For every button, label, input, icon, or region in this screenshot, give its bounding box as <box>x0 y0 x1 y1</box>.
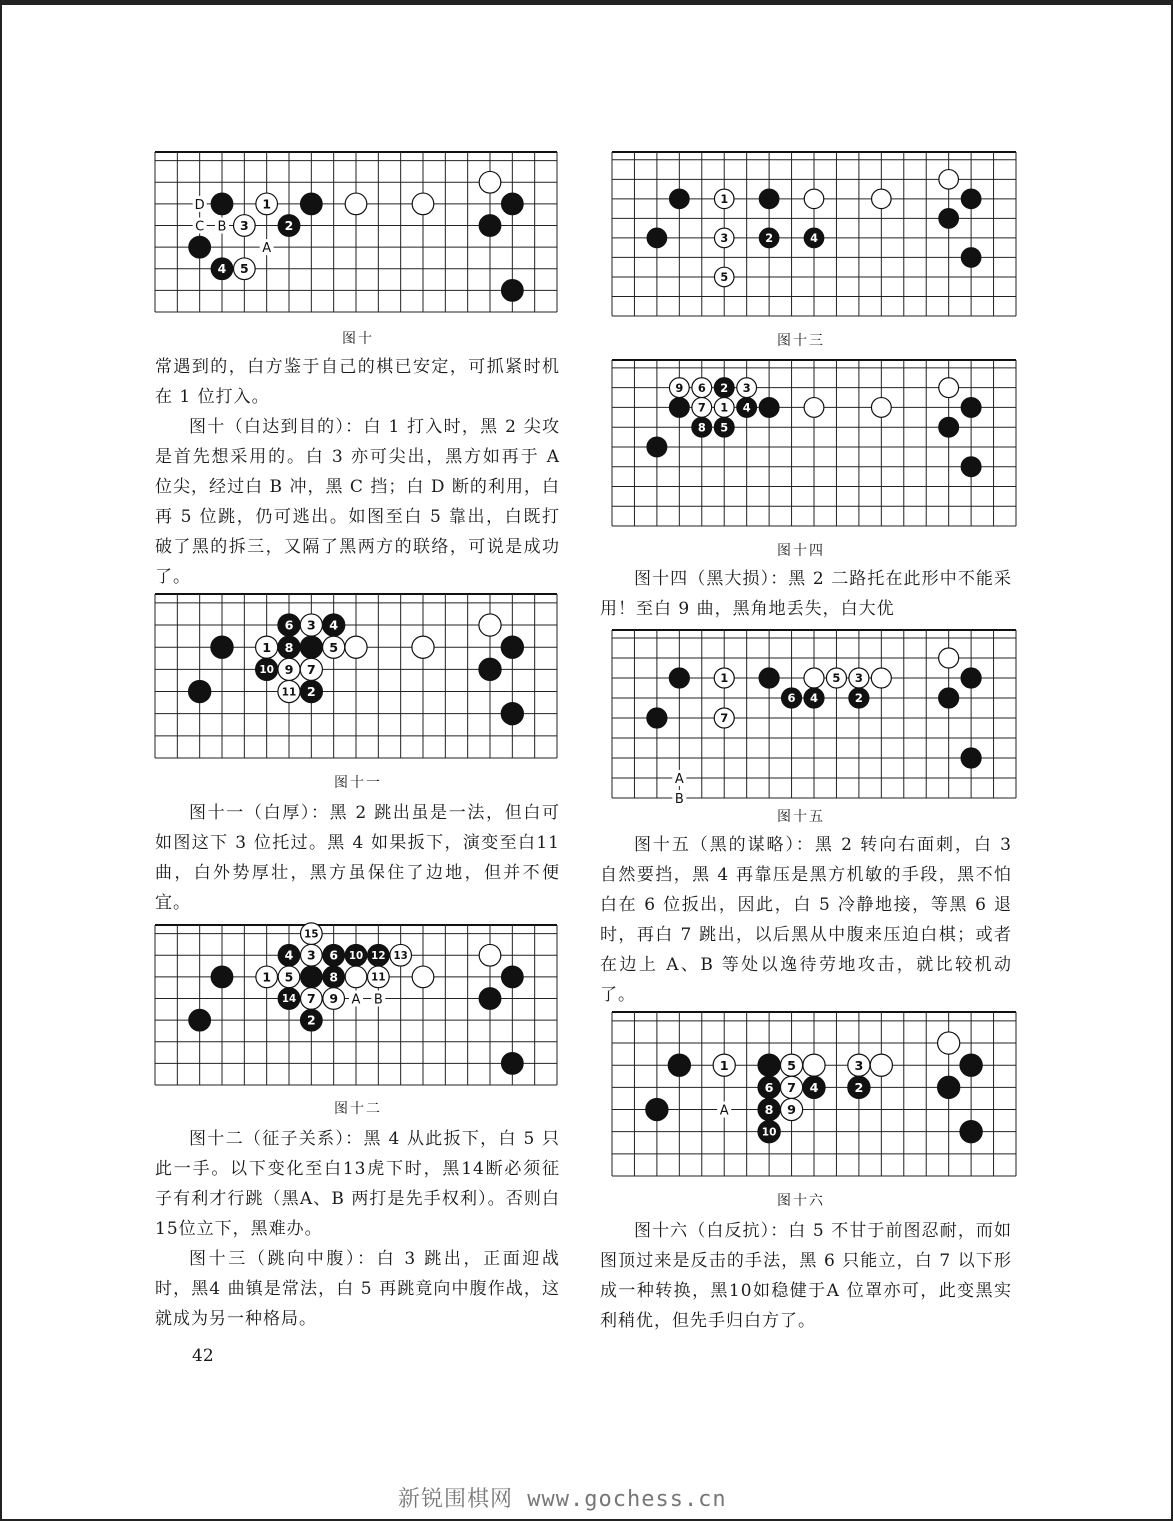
black-stone <box>961 748 981 768</box>
move-number: 5 <box>832 671 841 686</box>
black-stone <box>960 1054 982 1076</box>
black-stone <box>938 1076 960 1098</box>
diagram-fig10 <box>155 152 557 312</box>
move-number: 1 <box>262 196 271 212</box>
white-stone <box>692 398 712 418</box>
board-svg <box>612 1012 1016 1176</box>
white-stone <box>714 189 734 209</box>
move-number: 5 <box>720 270 729 284</box>
black-stone <box>939 417 959 437</box>
move-number: 7 <box>307 990 316 1006</box>
move-number: 7 <box>787 1080 796 1096</box>
white-stone <box>803 1054 825 1076</box>
white-stone <box>323 988 345 1010</box>
move-number: 9 <box>675 380 684 395</box>
move-number: 13 <box>393 949 408 962</box>
diagram-fig16 <box>612 1012 1016 1176</box>
black-stone <box>804 688 824 708</box>
black-stone <box>300 680 322 702</box>
black-stone <box>278 988 300 1010</box>
white-stone <box>848 1054 870 1076</box>
white-stone <box>669 378 689 398</box>
black-stone <box>502 1053 524 1075</box>
move-number: 10 <box>348 949 364 962</box>
page-number: 42 <box>192 1346 214 1366</box>
white-stone <box>714 668 734 688</box>
paragraph-intro: 常遇到的，白方鉴于自己的棋已安定，可抓紧时机在 1 位打入。 <box>155 357 560 407</box>
move-number: 3 <box>306 618 316 634</box>
move-number: 11 <box>281 686 297 699</box>
paragraph-fig10: 图十（白达到目的）：白 1 打入时，黑 2 尖攻是首先想采用的。白 3 亦可尖出，黑方如再于 A 位尖，经过白 B 冲，黑 C 挡；白 D 断的利用，白再 5 位跳，仍可逃出。如图至白 5 靠出，白既打破了黑的拆三，又隔了黑两方的联络，可说是成功了。 <box>155 417 560 587</box>
white-stone <box>939 170 959 190</box>
move-number: 8 <box>764 1103 774 1119</box>
white-stone <box>714 708 734 728</box>
black-stone <box>211 636 233 658</box>
black-stone <box>323 944 345 966</box>
diagram-fig15 <box>612 630 1016 807</box>
move-number: 7 <box>306 662 316 678</box>
move-number: 9 <box>329 990 338 1006</box>
white-stone <box>412 966 434 988</box>
caption-fig14: 图十四 <box>777 543 825 559</box>
black-stone <box>345 944 367 966</box>
black-stone <box>278 944 300 966</box>
move-number: 7 <box>720 711 729 726</box>
move-number: 3 <box>720 231 729 245</box>
black-stone <box>479 658 501 680</box>
move-number: 6 <box>284 618 294 634</box>
white-stone <box>256 636 278 658</box>
white-stone <box>872 189 892 209</box>
paragraph-fig15: 图十五（黑的谋略）：黑 2 转向右面刺，白 3 自然要挡，黑 4 再靠压是黑方机敏的手段，黑不怕白在 6 位扳出，因此，白 5 冷静地接，等黑 6 退时，再白 7 跳出，以后黑从中腹来压迫白棋；或者在边上 A、B 等处以逸待劳地攻击，就比较机动了。 <box>600 835 1012 1005</box>
white-stone <box>871 668 891 688</box>
white-stone <box>412 636 434 658</box>
move-number: 3 <box>742 380 751 395</box>
move-number: 4 <box>810 231 818 245</box>
move-number: 1 <box>720 671 729 686</box>
board-label: B <box>674 792 684 807</box>
left-para-intro <box>155 352 560 412</box>
white-stone <box>256 966 278 988</box>
black-stone <box>668 1054 690 1076</box>
caption-fig16: 图十六 <box>777 1193 825 1209</box>
white-stone <box>479 944 501 966</box>
paragraph-fig12: 图十二（征子关系）：黑 4 从此扳下，白 5 只此一手。以下变化至白13虎下时，黑14断必须征子有利才行跳（黑A、B 两打是先手权利）。否则白15位立下，黑难办。 <box>155 1129 560 1239</box>
caption-fig13: 图十三 <box>777 333 825 349</box>
move-number: 4 <box>329 618 339 634</box>
move-number: 3 <box>240 217 249 233</box>
white-stone <box>714 267 734 287</box>
move-number: 1 <box>720 400 729 415</box>
white-stone <box>692 378 712 398</box>
right-para-fig16 <box>600 1216 1012 1336</box>
board-label: A <box>674 772 684 787</box>
white-stone <box>479 171 501 193</box>
black-stone <box>256 658 278 680</box>
black-stone <box>782 688 802 708</box>
move-number: 2 <box>306 685 316 701</box>
black-stone <box>961 457 981 477</box>
white-stone <box>412 193 434 215</box>
black-stone <box>759 189 779 209</box>
black-stone <box>211 966 233 988</box>
white-stone <box>939 648 959 668</box>
move-number: 5 <box>284 969 294 985</box>
move-number: 9 <box>284 662 294 678</box>
white-stone <box>826 668 846 688</box>
caption-fig15: 图十五 <box>777 809 825 825</box>
move-number: 5 <box>240 261 249 277</box>
white-stone <box>780 1054 802 1076</box>
right-para-fig15 <box>600 830 1012 1010</box>
move-number: 4 <box>742 400 751 415</box>
black-stone <box>646 1098 668 1120</box>
board-label: C <box>195 219 205 235</box>
move-number: 2 <box>307 1012 316 1028</box>
black-stone <box>300 636 322 658</box>
white-stone <box>804 398 824 418</box>
black-stone <box>301 1009 323 1031</box>
white-stone <box>479 614 501 636</box>
move-number: 1 <box>262 640 272 656</box>
move-number: 8 <box>284 640 294 656</box>
move-number: 1 <box>720 192 729 206</box>
black-stone <box>669 398 689 418</box>
board-svg <box>612 152 1016 316</box>
board-label: A <box>262 241 272 257</box>
black-stone <box>669 668 689 688</box>
white-stone <box>390 944 412 966</box>
black-stone <box>714 417 734 437</box>
black-stone <box>189 680 211 702</box>
black-stone <box>502 193 524 215</box>
move-number: 4 <box>284 947 294 963</box>
white-stone <box>737 378 757 398</box>
board-label: B <box>373 992 383 1008</box>
diagram-fig13 <box>612 152 1016 316</box>
white-stone <box>714 398 734 418</box>
white-stone <box>323 636 345 658</box>
black-stone <box>961 189 981 209</box>
white-stone <box>939 378 959 398</box>
diagram-fig14 <box>612 360 1016 526</box>
board-label: B <box>217 219 227 235</box>
black-stone <box>759 668 779 688</box>
black-stone <box>939 688 959 708</box>
black-stone <box>961 248 981 268</box>
move-number: 5 <box>720 420 729 435</box>
black-stone <box>961 398 981 418</box>
move-number: 14 <box>281 993 297 1006</box>
white-stone <box>301 923 323 945</box>
black-stone <box>502 280 524 302</box>
move-number: 2 <box>765 231 774 245</box>
black-stone <box>803 1076 825 1098</box>
paragraph-fig16: 图十六（白反抗）：白 5 不甘于前图忍耐，而如图顶过来是反击的手法，黑 6 只能立，白 7 以下形成一种转换，黑10如稳健于A 位罩亦可，此变黑实利稍优，但先手归白方了。 <box>600 1221 1012 1331</box>
white-stone <box>278 966 300 988</box>
white-stone <box>300 658 322 680</box>
move-number: 8 <box>697 420 706 435</box>
white-stone <box>234 258 256 280</box>
black-stone <box>647 228 667 248</box>
black-stone <box>278 636 300 658</box>
white-stone <box>278 680 300 702</box>
white-stone <box>714 228 734 248</box>
move-number: 15 <box>304 928 319 941</box>
black-stone <box>758 1121 780 1143</box>
white-stone <box>300 614 322 636</box>
black-stone <box>278 614 300 636</box>
move-number: 2 <box>854 1080 864 1096</box>
left-para-fig12-13 <box>155 1124 560 1334</box>
move-number: 6 <box>697 380 706 395</box>
white-stone <box>234 215 256 237</box>
black-stone <box>849 688 869 708</box>
white-stone <box>804 668 824 688</box>
move-number: 5 <box>329 640 339 656</box>
caption-fig11: 图十一 <box>334 775 382 791</box>
move-number: 9 <box>787 1103 796 1119</box>
board-svg <box>155 152 557 312</box>
move-number: 7 <box>697 400 706 415</box>
white-stone <box>345 193 367 215</box>
move-number: 4 <box>809 691 819 706</box>
paragraph-fig14: 图十四（黑大损）：黑 2 二路托在此形中不能采用！至白 9 曲，黑角地丢失，白大优 <box>600 569 1012 619</box>
diagram-fig12 <box>155 925 557 1085</box>
move-number: 2 <box>284 217 294 233</box>
move-number: 4 <box>217 261 227 277</box>
black-stone <box>758 1076 780 1098</box>
black-stone <box>189 236 211 258</box>
white-stone <box>278 658 300 680</box>
white-stone <box>780 1098 802 1120</box>
white-stone <box>368 966 390 988</box>
paragraph-fig13: 图十三（跳向中腹）：白 3 跳出，正面迎战时，黑4 曲镇是常法，白 5 再跳竟向中腹作战，这就成为另一种格局。 <box>155 1249 560 1329</box>
white-stone <box>804 189 824 209</box>
move-number: 6 <box>764 1080 774 1096</box>
black-stone <box>939 209 959 229</box>
black-stone <box>960 1121 982 1143</box>
caption-fig10: 图十 <box>342 331 374 347</box>
black-stone <box>368 944 390 966</box>
diagram-fig11 <box>155 594 557 758</box>
move-number: 6 <box>329 947 338 963</box>
move-number: 1 <box>719 1058 729 1074</box>
left-para-fig11 <box>155 798 560 918</box>
white-stone <box>870 1054 892 1076</box>
black-stone <box>479 988 501 1010</box>
white-stone <box>301 944 323 966</box>
white-stone <box>871 398 891 418</box>
black-stone <box>647 708 667 728</box>
black-stone <box>759 398 779 418</box>
board-label: A <box>351 992 361 1008</box>
move-number: 10 <box>259 664 274 677</box>
white-stone <box>301 988 323 1010</box>
move-number: 6 <box>787 691 796 706</box>
move-number: 10 <box>761 1126 777 1139</box>
black-stone <box>501 703 523 725</box>
black-stone <box>502 966 524 988</box>
black-stone <box>758 1054 780 1076</box>
black-stone <box>647 437 667 457</box>
left-para-fig10 <box>155 412 560 592</box>
black-stone <box>961 668 981 688</box>
black-stone <box>301 193 323 215</box>
black-stone <box>759 228 779 248</box>
move-number: 11 <box>371 971 386 984</box>
black-stone <box>670 189 690 209</box>
board-svg <box>155 594 557 758</box>
black-stone <box>758 1098 780 1120</box>
move-number: 5 <box>787 1058 796 1074</box>
black-stone <box>714 378 734 398</box>
white-stone <box>256 193 278 215</box>
caption-fig12: 图十二 <box>334 1101 382 1117</box>
black-stone <box>737 398 757 418</box>
move-number: 2 <box>720 380 729 395</box>
white-stone <box>713 1054 735 1076</box>
white-stone <box>345 966 367 988</box>
move-number: 4 <box>809 1080 819 1096</box>
move-number: 1 <box>262 969 271 985</box>
black-stone <box>323 966 345 988</box>
move-number: 2 <box>854 691 863 706</box>
board-svg <box>612 630 1016 807</box>
black-stone <box>211 258 233 280</box>
board-label: D <box>194 197 205 213</box>
black-stone <box>189 1009 211 1031</box>
black-stone <box>301 966 323 988</box>
black-stone <box>479 215 501 237</box>
black-stone <box>804 228 824 248</box>
black-stone <box>211 193 233 215</box>
move-number: 3 <box>854 1058 864 1074</box>
board-svg <box>155 925 557 1085</box>
black-stone <box>501 636 523 658</box>
move-number: 3 <box>854 671 863 686</box>
right-para-fig14 <box>600 564 1012 624</box>
paragraph-fig11: 图十一（白厚）：黑 2 跳出虽是一法，但白可如图这下 3 位托过。黑 4 如果扳下，演变至白11曲，白外势厚壮，黑方虽保住了边地，但并不便宜。 <box>155 803 560 913</box>
white-stone <box>938 1032 960 1054</box>
black-stone <box>323 614 345 636</box>
black-stone <box>692 417 712 437</box>
board-label: A <box>719 1103 729 1119</box>
board-svg <box>612 360 1016 526</box>
white-stone <box>849 668 869 688</box>
black-stone <box>278 215 300 237</box>
black-stone <box>848 1076 870 1098</box>
move-number: 3 <box>307 947 316 963</box>
move-number: 8 <box>329 969 338 985</box>
move-number: 12 <box>371 949 386 962</box>
white-stone <box>780 1076 802 1098</box>
footer-watermark: 新锐围棋网 www.gochess.cn <box>398 1487 727 1512</box>
white-stone <box>345 636 367 658</box>
